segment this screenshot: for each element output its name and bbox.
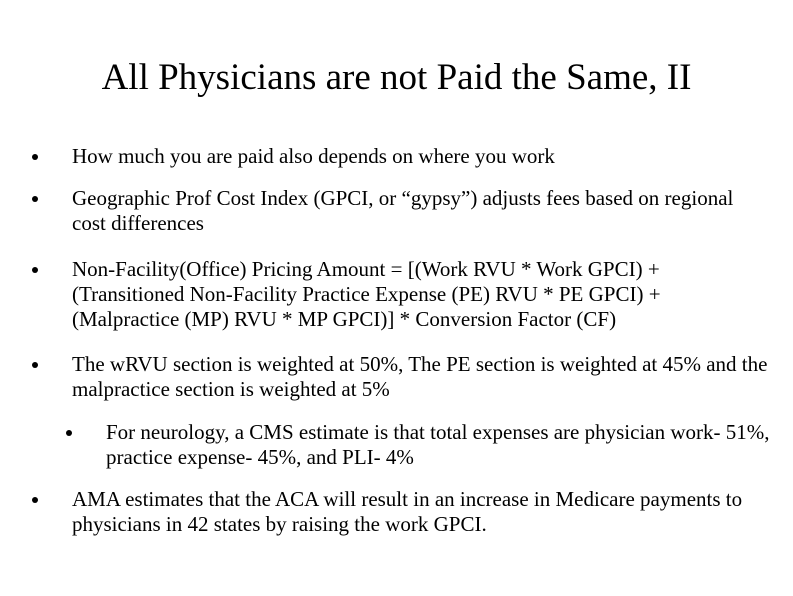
bullet-dot-icon: [32, 267, 38, 273]
bullet-dot-icon: [32, 362, 38, 368]
bullet-text: The wRVU section is weighted at 50%, The PE section is weighted at 45% and the malpractice section is weighted at 5%: [72, 352, 768, 401]
sub-bullet-item: [106, 420, 776, 470]
bullet-item: [72, 487, 772, 537]
bullet-dot-icon: [66, 430, 72, 436]
bullet-item: [72, 257, 772, 332]
slide-title: All Physicians are not Paid the Same, II: [101, 57, 692, 98]
bullet-text: How much you are paid also depends on where you work: [72, 144, 555, 168]
bullet-item: [72, 144, 772, 169]
bullet-item: [72, 352, 772, 402]
bullet-dot-icon: [32, 196, 38, 202]
bullet-text: Non-Facility(Office) Pricing Amount = [(Work RVU * Work GPCI) + (Transitioned Non-Facility Practice Expense (PE) RVU * PE GPCI) + (Malpractice (MP) RVU * MP GPCI)] * Conversion Factor (CF): [72, 257, 661, 331]
bullet-item: [72, 186, 772, 236]
bullet-text: AMA estimates that the ACA will result in an increase in Medicare payments to physicians in 42 states by raising the work GPCI.: [72, 487, 743, 536]
sub-bullet-text: For neurology, a CMS estimate is that total expenses are physician work- 51%, practice expense- 45%, and PLI- 4%: [106, 420, 770, 469]
bullet-dot-icon: [32, 497, 38, 503]
bullet-text: Geographic Prof Cost Index (GPCI, or “gypsy”) adjusts fees based on regional cost differences: [72, 186, 734, 235]
bullet-dot-icon: [32, 154, 38, 160]
